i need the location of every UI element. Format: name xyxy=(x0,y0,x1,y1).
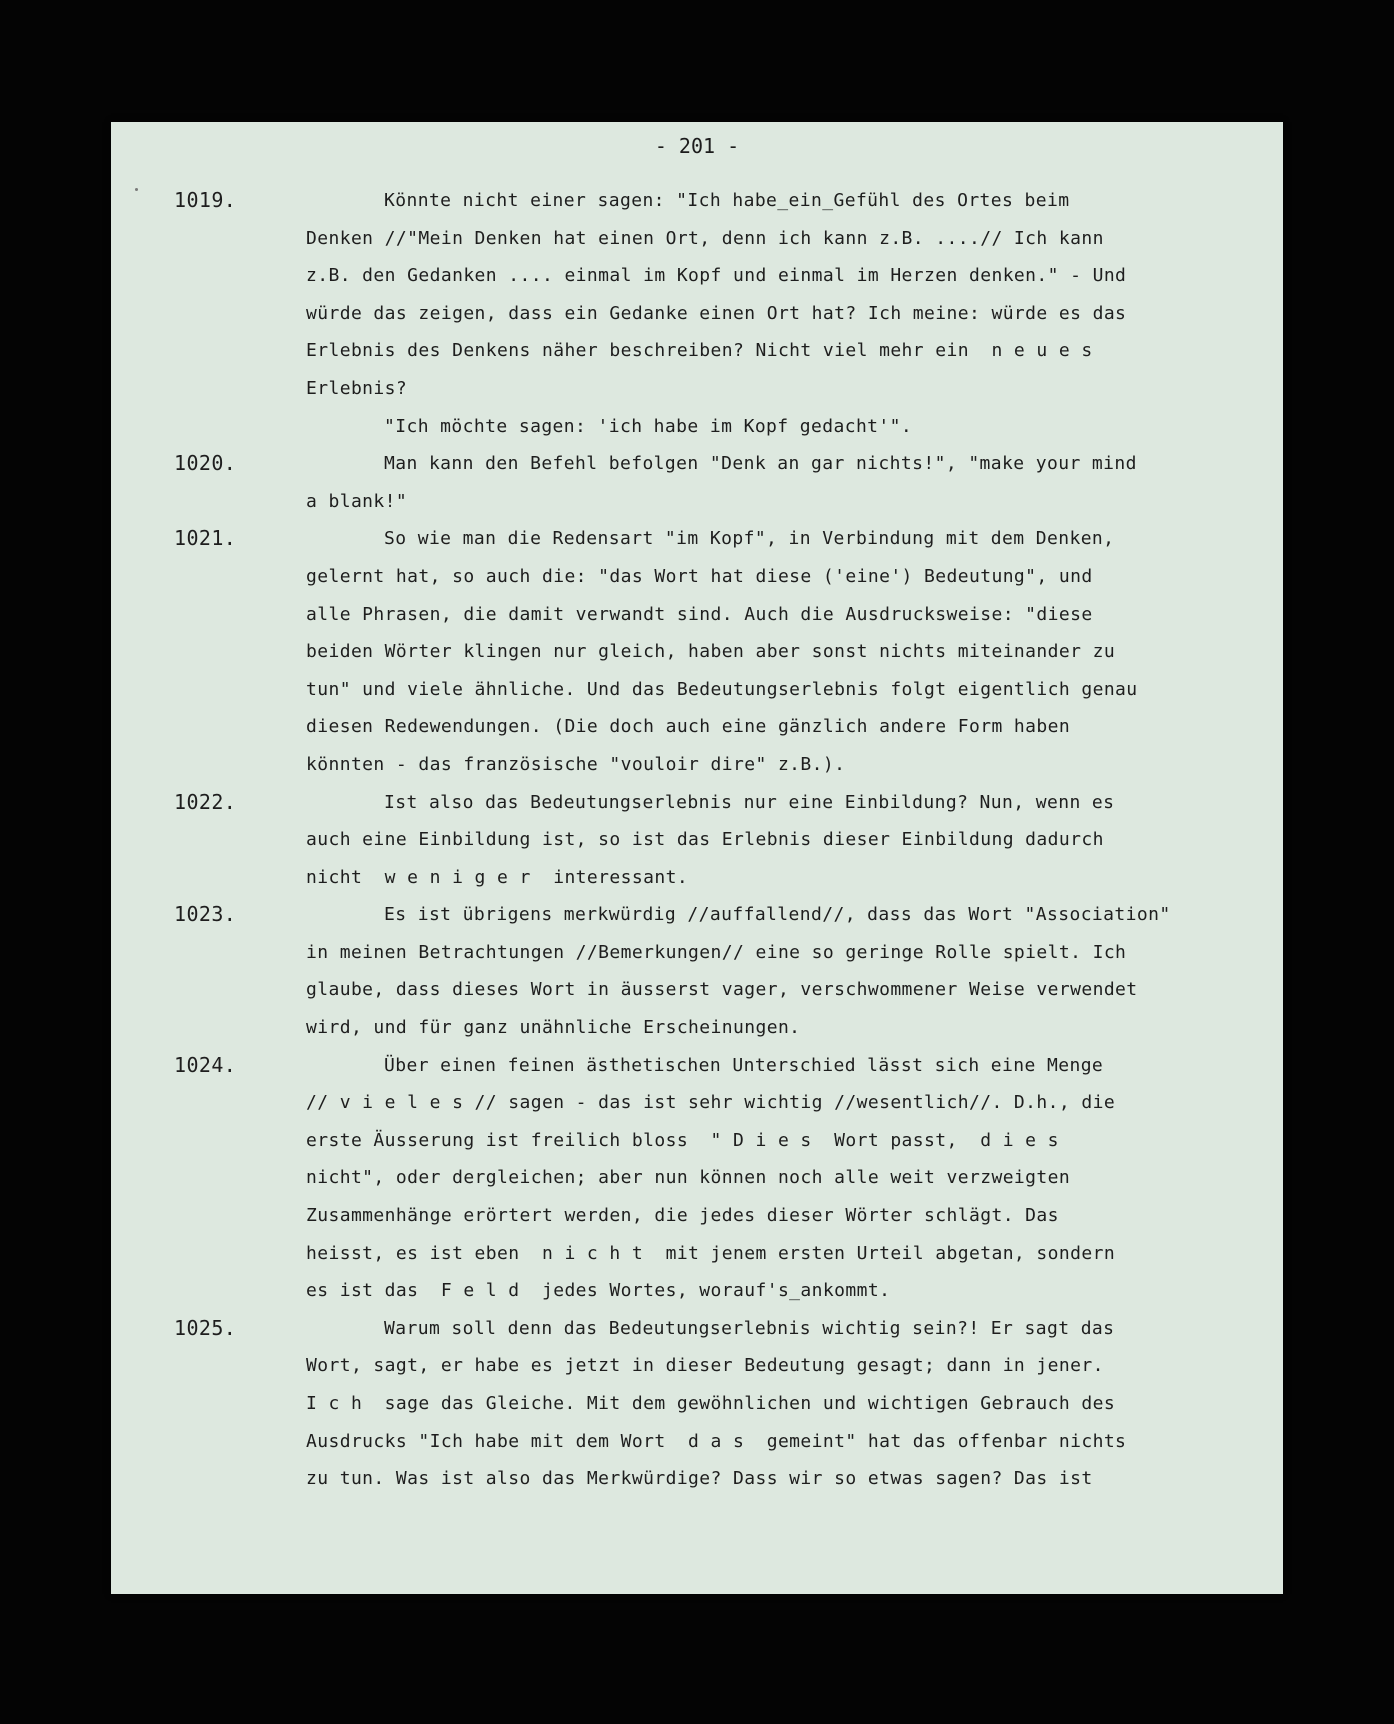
text-line: z.B. den Gedanken .... einmal im Kopf und einmal im Herzen denken." - Und xyxy=(306,265,1127,287)
remark-number: 1022. xyxy=(174,789,237,814)
text-line: Man kann den Befehl befolgen "Denk an gar nichts!", "make your mind xyxy=(384,453,1137,475)
remark-number: 1021. xyxy=(174,526,237,551)
remark-number: 1023. xyxy=(174,902,237,927)
text-line: I c h sage das Gleiche. Mit dem gewöhnlichen und wichtigen Gebrauch des xyxy=(306,1393,1116,1414)
remark-1021 xyxy=(111,520,1283,783)
remark-1023 xyxy=(111,896,1283,1046)
text-line: erste Äusserung ist freilich bloss " D i e s Wort passt, d i e s xyxy=(306,1129,1059,1151)
remark-number: 1020. xyxy=(174,451,237,476)
text-line: diesen Redewendungen. (Die doch auch eine gänzlich andere Form haben xyxy=(306,716,1071,738)
remark-1025 xyxy=(111,1310,1283,1498)
text-line: Warum soll denn das Bedeutungserlebnis wichtig sein?! Er sagt das xyxy=(384,1317,1115,1339)
remark-number: 1025. xyxy=(174,1315,237,1340)
remark-1020 xyxy=(111,445,1283,520)
text-line: Könnte nicht einer sagen: "Ich habe_ein_Gefühl des Ortes beim xyxy=(384,190,1070,211)
remark-number: 1019. xyxy=(174,188,237,212)
typescript-page xyxy=(111,122,1283,1594)
text-line: // v i e l e s // sagen - das ist sehr wichtig //wesentlich//. D.h., die xyxy=(306,1092,1116,1114)
text-line: heisst, es ist eben n i c h t mit jenem ersten Urteil abgetan, sondern xyxy=(306,1242,1116,1264)
text-line: wird, und für ganz unähnliche Erscheinungen. xyxy=(306,1017,801,1039)
text-line: a blank!" xyxy=(306,490,408,512)
text-line: tun" und viele ähnliche. Und das Bedeutungserlebnis folgt eigentlich genau xyxy=(306,678,1138,700)
text-line: nicht w e n i g e r interessant. xyxy=(306,866,689,888)
text-line: Ausdrucks "Ich habe mit dem Wort d a s gemeint" hat das offenbar nichts xyxy=(306,1430,1127,1452)
text-line: glaube, dass dieses Wort in äusserst vager, verschwommener Weise verwendet xyxy=(306,979,1138,1001)
text-line: Erlebnis? xyxy=(306,377,408,399)
text-line: Ist also das Bedeutungserlebnis nur eine Einbildung? Nun, wenn es xyxy=(384,791,1115,813)
text-line: gelernt hat, so auch die: "das Wort hat diese ('eine') Bedeutung", und xyxy=(306,565,1093,587)
text-line: Erlebnis des Denkens näher beschreiben? Nicht viel mehr ein n e u e s xyxy=(306,340,1093,362)
text-line: "Ich möchte sagen: 'ich habe im Kopf gedacht'". xyxy=(384,415,913,437)
text-line: Über einen feinen ästhetischen Unterschied lässt sich eine Menge xyxy=(384,1054,1104,1076)
text-line: So wie man die Redensart "im Kopf", in Verbindung mit dem Denken, xyxy=(384,528,1115,550)
text-line: in meinen Betrachtungen //Bemerkungen// eine so geringe Rolle spielt. Ich xyxy=(306,941,1127,963)
text-line: Zusammenhänge erörtert werden, die jedes dieser Wörter schlägt. Das xyxy=(306,1205,1059,1227)
page-body xyxy=(111,182,1283,1498)
text-line: würde das zeigen, dass ein Gedanke einen Ort hat? Ich meine: würde es das xyxy=(306,302,1127,324)
text-line: könnten - das französische "vouloir dire" z.B.). xyxy=(306,753,846,775)
remark-number: 1024. xyxy=(174,1052,237,1077)
text-line: nicht", oder dergleichen; aber nun können noch alle weit verzweigten xyxy=(306,1167,1071,1189)
text-line: zu tun. Was ist also das Merkwürdige? Dass wir so etwas sagen? Das ist xyxy=(306,1468,1093,1490)
remark-1024 xyxy=(111,1047,1283,1310)
text-line: Denken //"Mein Denken hat einen Ort, denn ich kann z.B. ....// Ich kann xyxy=(306,227,1104,249)
text-line: beiden Wörter klingen nur gleich, haben aber sonst nichts miteinander zu xyxy=(306,641,1116,663)
text-line: es ist das F e l d jedes Wortes, worauf's_ankommt. xyxy=(306,1280,891,1302)
text-line: alle Phrasen, die damit verwandt sind. Auch die Ausdrucksweise: "diese xyxy=(306,603,1093,625)
remark-1019 xyxy=(111,182,1283,445)
text-line: Wort, sagt, er habe es jetzt in dieser Bedeutung gesagt; dann in jener. xyxy=(306,1355,1104,1377)
text-line: Es ist übrigens merkwürdig //auffallend//, dass das Wort "Association" xyxy=(384,904,1171,926)
text-line: auch eine Einbildung ist, so ist das Erlebnis dieser Einbildung dadurch xyxy=(306,829,1104,851)
page-number: - 201 - xyxy=(654,134,740,158)
remark-1022 xyxy=(111,784,1283,897)
